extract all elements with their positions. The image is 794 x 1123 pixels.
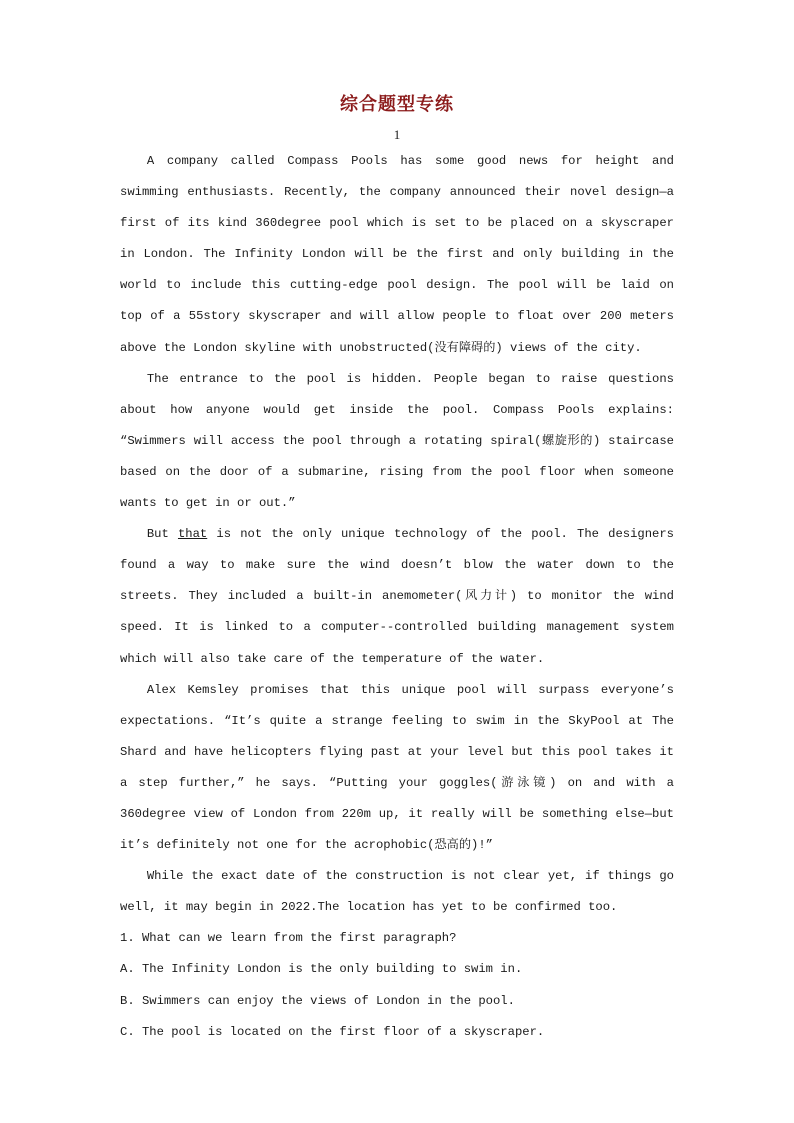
paragraph-4: Alex Kemsley promises that this unique pool will surpass everyone’s expectations. “It’s quite a strange feeling to swim in the SkyPool at The Shard and have helicopters flying past at your level but this pool takes it a step further,” he says. “Putting your goggles(游泳镜) on and with a 360degree view of London from 220m up, it really will be something else—but it’s definitely not one for the acrophobic(恐高的)!”	[120, 682, 674, 853]
option-a: A. The Infinity London is the only building to swim in.	[120, 962, 523, 977]
question-stem: 1. What can we learn from the first paragraph?	[120, 931, 457, 946]
paragraph-3-rest: is not the only unique technology of the pool. The designers found a way to make sure the wind doesn’t blow the water down to the streets. They included a built-in anemometer(风力计) to monitor the wind speed. It is linked to a computer--controlled building management system which will also take care of the temperature of the water.	[120, 527, 674, 666]
paragraph-3	[120, 519, 674, 674]
passage-number: 1	[393, 127, 401, 142]
paragraph-3-lead: But	[146, 527, 178, 542]
paragraph-2: The entrance to the pool is hidden. People began to raise questions about how anyone would get inside the pool. Compass Pools explains: “Swimmers will access the pool through a rotating spiral(螺旋形的) staircase based on the door of a submarine, rising from the pool floor when someone wants to get in or out.”	[120, 371, 674, 511]
option-b: B. Swimmers can enjoy the views of London in the pool.	[120, 993, 515, 1008]
document-page	[120, 90, 674, 1048]
underlined-word: that	[177, 527, 208, 542]
paragraph-1: A company called Compass Pools has some good news for height and swimming enthusiasts. Recently, the company announced their novel design—a first of its kind 360degree pool which is set to be placed on a skyscraper in London. The Infinity London will be the first and only building in the world to include this cutting-edge pool design. The pool will be laid on top of a 55story skyscraper and will allow people to float over 200 meters above the London skyline with unobstructed(没有障碍的) views of the city.	[120, 154, 674, 355]
page-title: 综合题型专练	[340, 94, 454, 115]
option-c: C. The pool is located on the first floor of a skyscraper.	[120, 1024, 545, 1039]
paragraph-5: While the exact date of the construction is not clear yet, if things go well, it may begin in 2022.The location has yet to be confirmed too.	[120, 869, 674, 915]
